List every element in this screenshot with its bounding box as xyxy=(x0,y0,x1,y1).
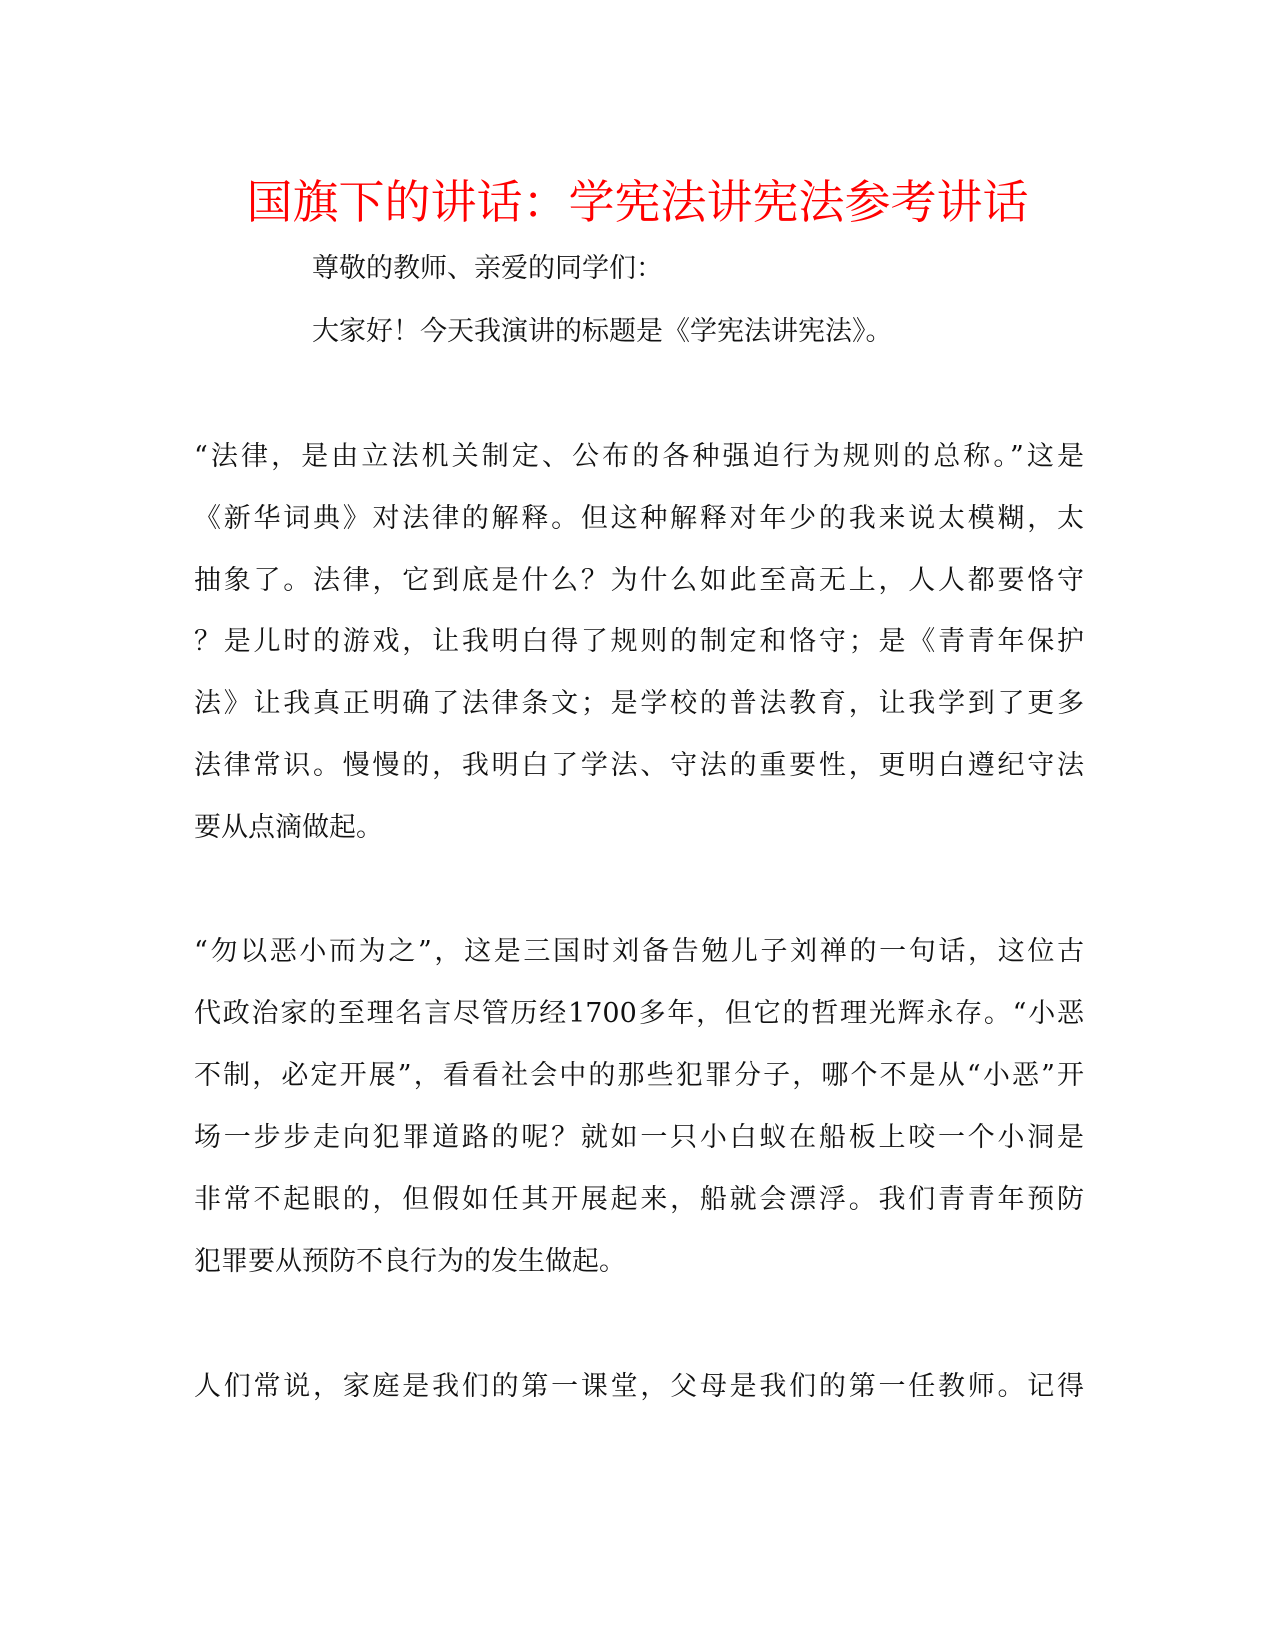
paragraph-line: ？是儿时的游戏，让我明白得了规则的制定和恪守；是《青青年保护 xyxy=(194,626,1084,657)
paragraph-line: 人们常说，家庭是我们的第一课堂，父母是我们的第一任教师。记得 xyxy=(194,1371,1084,1402)
paragraph-line: 犯罪要从预防不良行为的发生做起。 xyxy=(194,1246,626,1277)
paragraph-line: 非常不起眼的，但假如任其开展起来，船就会漂浮。我们青青年预防 xyxy=(194,1184,1084,1215)
paragraph-line: 抽象了。法律，它到底是什么？为什么如此至高无上，人人都要恪守 xyxy=(194,565,1084,596)
paragraph-line: 《新华词典》对法律的解释。但这种解释对年少的我来说太模糊，太 xyxy=(194,503,1084,534)
paragraph-line: “法律，是由立法机关制定、公布的各种强迫行为规则的总称。”这是 xyxy=(194,441,1084,472)
paragraph-line: 场一步步走向犯罪道路的呢？就如一只小白蚁在船板上咬一个小洞是 xyxy=(194,1122,1084,1153)
paragraph-line: 法律常识。慢慢的，我明白了学法、守法的重要性，更明白遵纪守法 xyxy=(194,750,1084,781)
paragraph-line: 要从点滴做起。 xyxy=(194,812,383,843)
salutation: 尊敬的教师、亲爱的同学们： xyxy=(312,253,663,284)
greeting: 大家好！今天我演讲的标题是《学宪法讲宪法》。 xyxy=(312,316,893,347)
paragraph-line: “勿以恶小而为之”，这是三国时刘备告勉儿子刘禅的一句话，这位古 xyxy=(194,936,1084,967)
paragraph-line: 不制，必定开展”，看看社会中的那些犯罪分子，哪个不是从“小恶”开 xyxy=(194,1060,1084,1091)
document-title: 国旗下的讲话：学宪法讲宪法参考讲话 xyxy=(246,175,1029,229)
paragraph-line: 法》让我真正明确了法律条文；是学校的普法教育，让我学到了更多 xyxy=(194,688,1084,719)
paragraph-line: 代政治家的至理名言尽管历经1700多年，但它的哲理光辉永存。“小恶 xyxy=(194,998,1084,1029)
